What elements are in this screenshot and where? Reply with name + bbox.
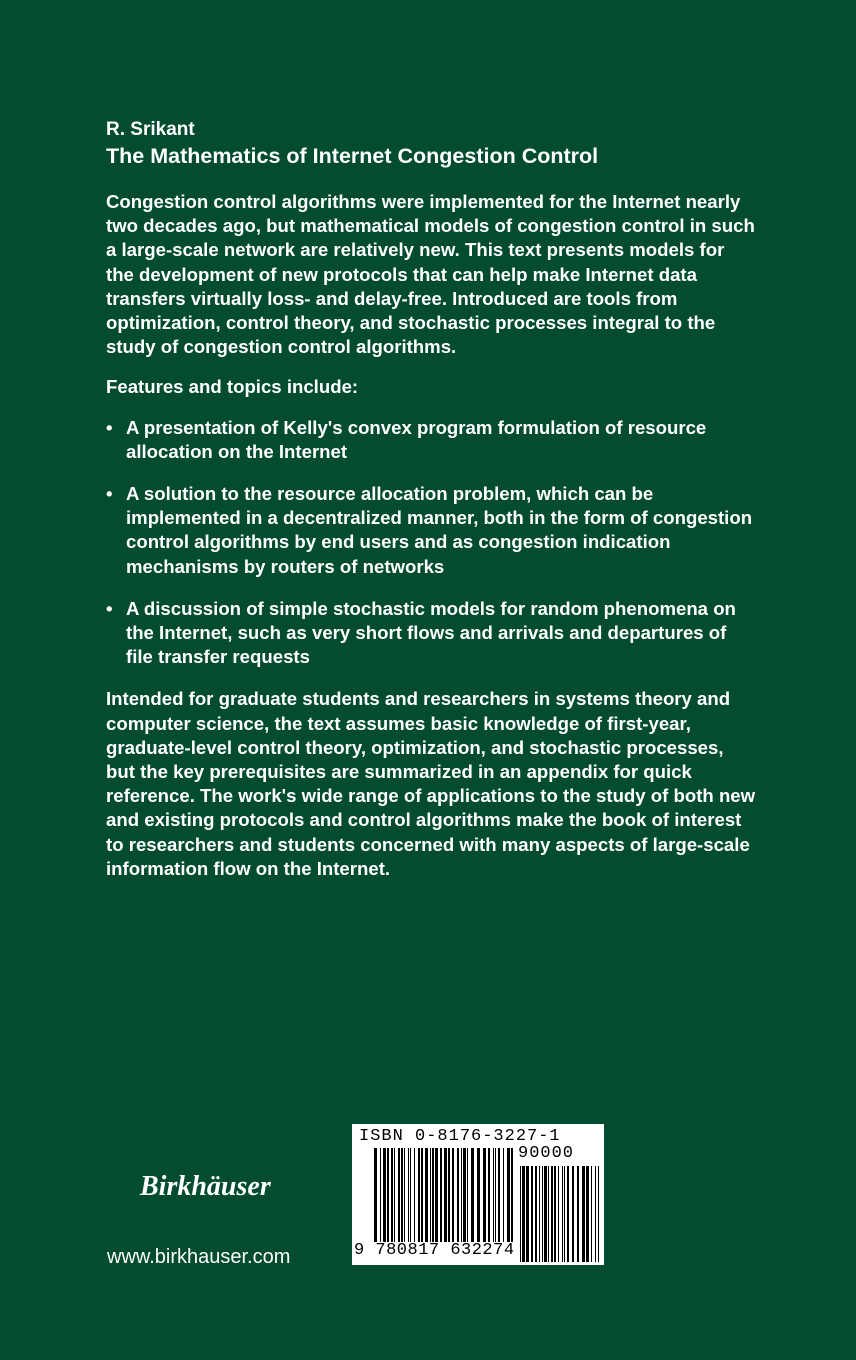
publisher-logo: Birkhäuser xyxy=(140,1171,271,1202)
barcode-bar xyxy=(398,1148,400,1242)
barcode-bar xyxy=(448,1148,450,1242)
barcode-bar xyxy=(544,1166,547,1262)
barcode-bar xyxy=(493,1148,494,1242)
barcode-bar xyxy=(554,1166,556,1262)
barcode-bar xyxy=(542,1166,543,1262)
barcode-bar xyxy=(488,1148,490,1242)
feature-text: A discussion of simple stochastic models for random phenomena on the Internet, such as very short flows and arrivals and departures of file transfer requests xyxy=(126,597,736,668)
barcode-bar xyxy=(498,1148,500,1242)
barcode-bar xyxy=(586,1166,589,1262)
barcode-bar xyxy=(387,1148,389,1242)
barcode-bar xyxy=(461,1148,462,1242)
barcode-bar xyxy=(595,1166,596,1262)
barcode-bar xyxy=(558,1166,559,1262)
barcode-bar xyxy=(421,1148,423,1242)
author-name: R. Srikant xyxy=(106,119,195,140)
audience-paragraph: Intended for graduate students and researchers in systems theory and computer science, the text assumes basic knowledge of first-year, graduate-level control theory, optimization, and stochastic processes, but the key prerequisites are summarized in an appendix for quick reference. The work's wide range of applications to the study of both new and existing protocols and control algorithms make the book of interest to researchers and students concerned with many aspects of large-scale information flow on the Internet. xyxy=(106,688,756,879)
barcode-bar xyxy=(507,1148,510,1242)
barcode-bar xyxy=(598,1166,599,1262)
bullet-icon: • xyxy=(106,597,113,619)
barcode-bar xyxy=(410,1148,411,1242)
back-cover-text xyxy=(106,118,756,897)
publisher-website: www.birkhauser.com xyxy=(107,1246,291,1268)
barcode-bar xyxy=(404,1148,405,1242)
feature-text: A solution to the resource allocation problem, which can be implemented in a decentralized manner, both in the form of congestion control algorithms by end users and as congestion indication mechanisms by routers of networks xyxy=(126,483,753,577)
barcode-bar xyxy=(531,1166,533,1262)
features-heading: Features and topics include: xyxy=(106,376,359,398)
bullet-icon: • xyxy=(106,416,113,438)
barcode-bar xyxy=(562,1166,563,1262)
barcode-bar xyxy=(591,1166,592,1262)
barcode-bar xyxy=(394,1148,395,1242)
feature-item xyxy=(106,416,756,464)
ean-digits: 9 780817 632274 xyxy=(354,1241,515,1260)
feature-item xyxy=(106,597,756,670)
barcode-bar xyxy=(511,1148,513,1242)
book-title: The Mathematics of Internet Congestion Control xyxy=(106,144,599,168)
barcode-bar xyxy=(452,1148,454,1242)
price-code: 90000 xyxy=(518,1144,575,1163)
barcode-bar xyxy=(408,1148,409,1242)
barcode-bar xyxy=(457,1148,459,1242)
barcode-bar xyxy=(418,1148,420,1242)
barcode-bar xyxy=(444,1148,447,1242)
barcode-bar xyxy=(526,1166,529,1262)
barcode-bar xyxy=(520,1166,521,1262)
barcode-bar xyxy=(463,1148,466,1242)
barcode-bar xyxy=(577,1166,579,1262)
feature-text: A presentation of Kelly's convex program formulation of resource allocation on the Internet xyxy=(126,416,707,462)
bullet-icon: • xyxy=(106,483,113,505)
barcode-bar xyxy=(391,1148,393,1242)
barcode-bar xyxy=(495,1148,496,1242)
barcode-bar xyxy=(401,1148,403,1242)
barcode-bar xyxy=(503,1148,504,1242)
barcode-bar xyxy=(567,1166,569,1262)
barcode-bar xyxy=(430,1148,431,1242)
barcode-bar xyxy=(582,1166,585,1262)
barcode-bar xyxy=(535,1166,537,1262)
barcode-bar xyxy=(383,1148,386,1242)
barcode-bar xyxy=(432,1148,434,1242)
barcode-bar xyxy=(539,1166,540,1262)
barcode xyxy=(352,1124,604,1265)
barcode-bar xyxy=(522,1166,525,1262)
barcode-bar xyxy=(440,1148,442,1242)
barcode-bar xyxy=(551,1166,553,1262)
barcode-bar xyxy=(548,1166,549,1262)
barcode-bar xyxy=(374,1148,377,1242)
barcode-bar xyxy=(471,1148,474,1242)
isbn-label: ISBN 0-8176-3227-1 xyxy=(359,1127,561,1146)
barcode-bar xyxy=(380,1148,381,1242)
barcode-bar xyxy=(564,1166,565,1262)
barcode-bar xyxy=(467,1148,468,1242)
barcode-bar xyxy=(435,1148,438,1242)
barcode-bar xyxy=(425,1148,428,1242)
barcode-bar xyxy=(477,1148,480,1242)
barcode-bar xyxy=(414,1148,415,1242)
feature-item xyxy=(106,482,756,579)
intro-paragraph: Congestion control algorithms were implemented for the Internet nearly two decades ago, but mathematical models of congestion control in such a large-scale network are relatively new. This text presents models for the development of new protocols that can help make Internet data transfers virtually loss- and delay-free. Introduced are tools from optimization, control theory, and stochastic processes integral to the study of congestion control algorithms. xyxy=(106,191,755,358)
barcode-bar xyxy=(483,1148,486,1242)
barcode-bar xyxy=(572,1166,574,1262)
feature-list xyxy=(106,416,756,670)
